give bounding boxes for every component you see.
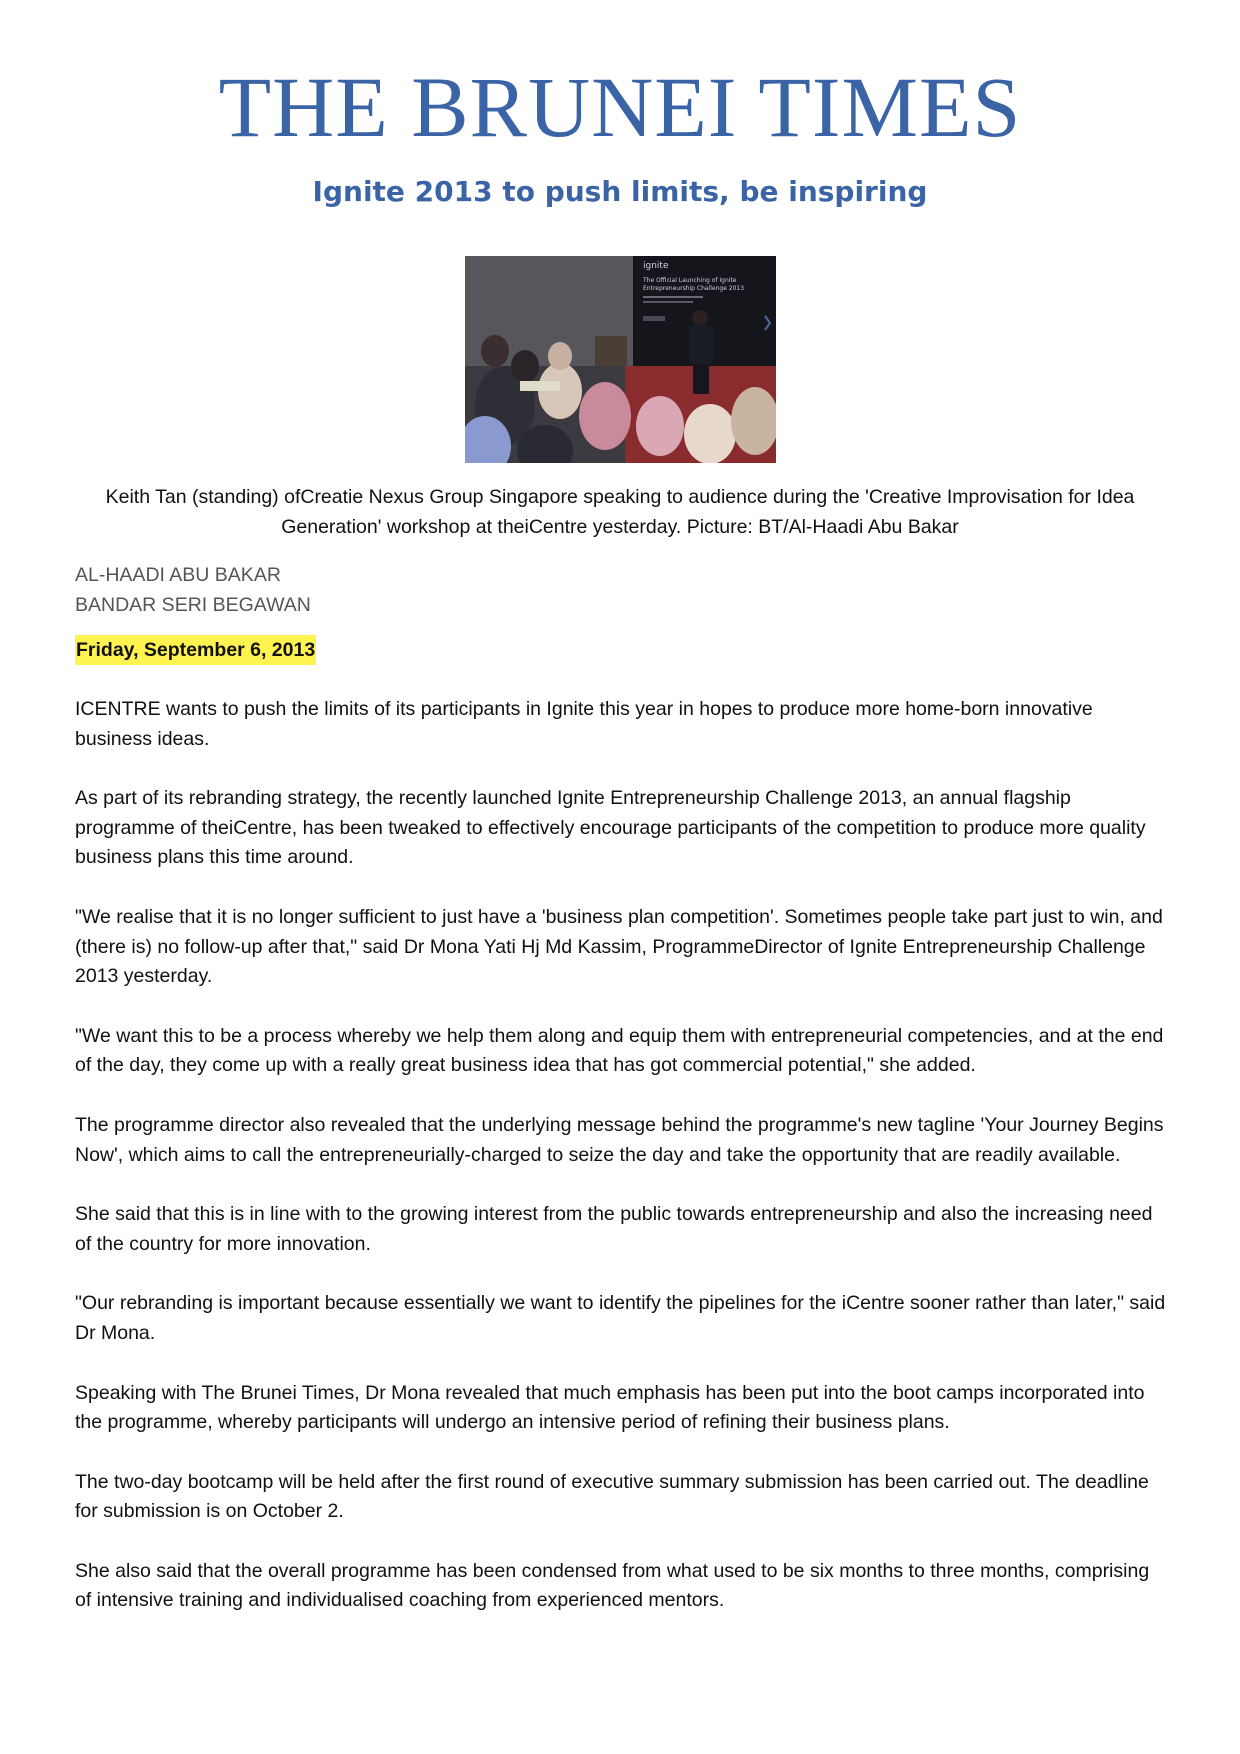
article-paragraph: As part of its rebranding strategy, the recently launched Ignite Entrepreneurship Challenge 2013, an annual flagship programme of theiCentre, has been tweaked to effectively encourage participants of the competition to produce more quality business plans this time around.: [75, 787, 1146, 869]
article-paragraph: ICENTRE wants to push the limits of its participants in Ignite this year in hopes to produce more home-born innovative business ideas.: [75, 698, 1093, 750]
publication-date: Friday, September 6, 2013: [75, 635, 316, 665]
article-paragraph: The two-day bootcamp will be held after the first round of executive summary submission has been carried out. The deadline for submission is on October 2.: [75, 1470, 1149, 1523]
masthead: THE BRUNEI TIMES: [218, 59, 1022, 155]
article-paragraph: She also said that the overall programme has been condensed from what used to be six months to three months, comprising of intensive training and individualised coaching from experienced mentors.: [75, 1559, 1150, 1612]
photo-caption: Keith Tan (standing) ofCreatie Nexus Group Singapore speaking to audience during the 'Creative Improvisation for Idea Generation' workshop at theiCentre yesterday. Picture: BT/Al-Haadi Abu Bakar: [105, 486, 1135, 538]
article-paragraph: She said that this is in line with to the growing interest from the public towards entrepreneurship and also the increasing need of the country for more innovation.: [75, 1203, 1153, 1255]
article-paragraph: "We want this to be a process whereby we help them along and equip them with entrepreneurial competencies, and at the end of the day, they come up with a really great business idea that has got commercial potential," she added.: [75, 1024, 1164, 1077]
slide-title-line-1: The Official Launching of Ignite: [643, 277, 737, 284]
article-paragraph: "We realise that it is no longer sufficient to just have a 'business plan competition'. Sometimes people take part just to win, and (there is) no follow-up after that," said Dr Mona Yati Hj Md Kassim, ProgrammeDirector of Ignite Entrepreneurship Challenge 2013 yesterday.: [75, 905, 1163, 988]
article-headline: Ignite 2013 to push limits, be inspiring: [312, 175, 928, 208]
slide-title-line-2: Entrepreneurship Challenge 2013: [643, 285, 745, 292]
byline-location: BANDAR SERI BEGAWAN: [75, 594, 311, 616]
byline-author: AL-HAADI ABU BAKAR: [75, 564, 281, 586]
slide-brand-text: ignite: [643, 261, 669, 271]
article-paragraph: The programme director also revealed that the underlying message behind the programme's new tagline 'Your Journey Begins Now', which aims to call the entrepreneurially-charged to seize the day and take the opportunity that are readily available.: [75, 1113, 1164, 1166]
article-paragraph: "Our rebranding is important because essentially we want to identify the pipelines for the iCentre sooner rather than later," said Dr Mona.: [75, 1292, 1166, 1344]
byline: [75, 560, 311, 620]
article-body: [75, 695, 1170, 1646]
article-paragraph: Speaking with The Brunei Times, Dr Mona revealed that much emphasis has been put into the boot camps incorporated into the programme, whereby participants will undergo an intensive period of refining their business plans.: [75, 1381, 1145, 1434]
article-photo: [465, 256, 776, 463]
